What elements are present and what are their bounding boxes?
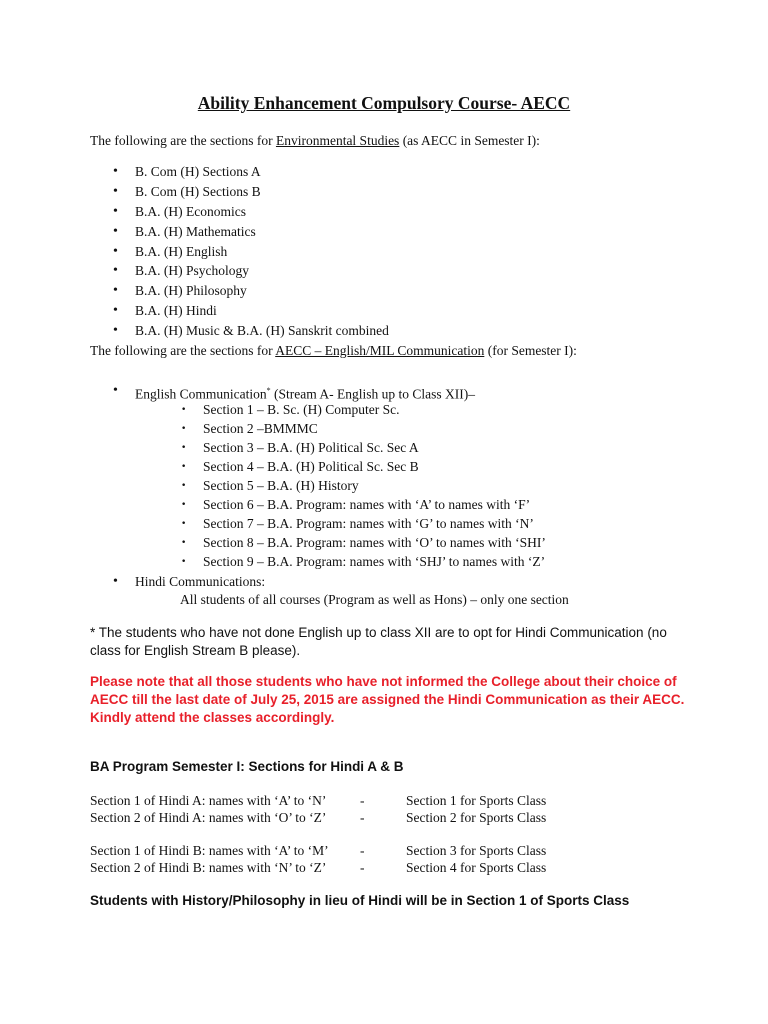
english-intro: [90, 342, 577, 360]
page-title: Ability Enhancement Compulsory Course- AECC: [197, 93, 571, 113]
list-item: • B.A. (H) Philosophy: [113, 281, 389, 301]
notice-text: Please note that all those students who have not informed the College about their choice of AECC till the last date of July 25, 2015 are assigned the Hindi Communication as their AECC. Kindly attend the classes accordingly.: [90, 674, 685, 725]
list-item: · Section 7 – B.A. Program: names with ‘G’ to names with ‘N’: [181, 514, 546, 533]
list-item: · Section 1 – B. Sc. (H) Computer Sc.: [181, 400, 546, 419]
list-item: · Section 6 – B.A. Program: names with ‘A’ to names with ‘F’: [181, 495, 546, 514]
list-item: • B.A. (H) Hindi: [113, 301, 389, 321]
list-item: · Section 8 – B.A. Program: names with ‘O’ to names with ‘SHI’: [181, 533, 546, 552]
row-right: Section 3 for Sports Class: [406, 843, 547, 858]
list-item: · Section 2 –BMMMC: [181, 419, 546, 438]
english-sections-list: [181, 400, 546, 571]
row-separator: -: [360, 810, 365, 825]
footnote-marker: *: [266, 386, 271, 395]
english-label: English Communication: [135, 386, 267, 402]
row-left: Section 2 of Hindi A: names with ‘O’ to ‘Z’: [90, 810, 327, 825]
evs-intro-suffix: (as AECC in Semester I):: [399, 133, 540, 148]
row-right: Section 4 for Sports Class: [406, 860, 547, 875]
row-right: Section 1 for Sports Class: [406, 793, 547, 808]
list-item-hindi: • Hindi Communications:: [113, 572, 265, 592]
english-intro-subject: AECC – English/MIL Communication: [275, 343, 485, 358]
list-item: · Section 9 – B.A. Program: names with ‘SHJ’ to names with ‘Z’: [181, 552, 546, 571]
list-item: · Section 5 – B.A. (H) History: [181, 476, 546, 495]
english-intro-suffix: (for Semester I):: [484, 343, 577, 358]
footnote: * The students who have not done English up to class XII are to opt for Hindi Communication (no class for English Stream B please).: [90, 625, 667, 658]
final-note: Students with History/Philosophy in lieu of Hindi will be in Section 1 of Sports Class: [90, 893, 630, 908]
hindi-list: [113, 572, 265, 592]
list-item: • B.A. (H) Psychology: [113, 261, 389, 281]
list-item: • B.A. (H) English: [113, 242, 389, 262]
evs-intro-text: The following are the sections for: [90, 133, 276, 148]
row-left: Section 2 of Hindi B: names with ‘N’ to ‘Z’: [90, 860, 327, 875]
list-item: • B.A. (H) Economics: [113, 202, 389, 222]
evs-intro-subject: Environmental Studies: [275, 133, 400, 148]
list-item-english: [113, 381, 475, 401]
list-item: · Section 4 – B.A. (H) Political Sc. Sec B: [181, 457, 546, 476]
evs-intro: [90, 132, 540, 150]
english-stream: (Stream A- English up to Class XII)–: [270, 386, 475, 402]
list-item: • B. Com (H) Sections B: [113, 182, 389, 202]
list-item: • B.A. (H) Music & B.A. (H) Sanskrit combined: [113, 321, 389, 341]
row-right: Section 2 for Sports Class: [406, 810, 547, 825]
row-separator: -: [360, 843, 365, 858]
list-item: · Section 3 – B.A. (H) Political Sc. Sec A: [181, 438, 546, 457]
hindi-detail: All students of all courses (Program as well as Hons) – only one section: [180, 592, 569, 607]
list-item: • B. Com (H) Sections A: [113, 162, 389, 182]
english-intro-text: The following are the sections for: [90, 343, 276, 358]
evs-section-list: [113, 162, 389, 341]
row-left: Section 1 of Hindi A: names with ‘A’ to ‘N’: [90, 793, 327, 808]
english-list: [113, 381, 475, 401]
ba-program-heading: BA Program Semester I: Sections for Hindi A & B: [90, 759, 404, 774]
list-item: • B.A. (H) Mathematics: [113, 222, 389, 242]
row-separator: -: [360, 860, 365, 875]
row-left: Section 1 of Hindi B: names with ‘A’ to ‘M’: [90, 843, 329, 858]
row-separator: -: [360, 793, 365, 808]
